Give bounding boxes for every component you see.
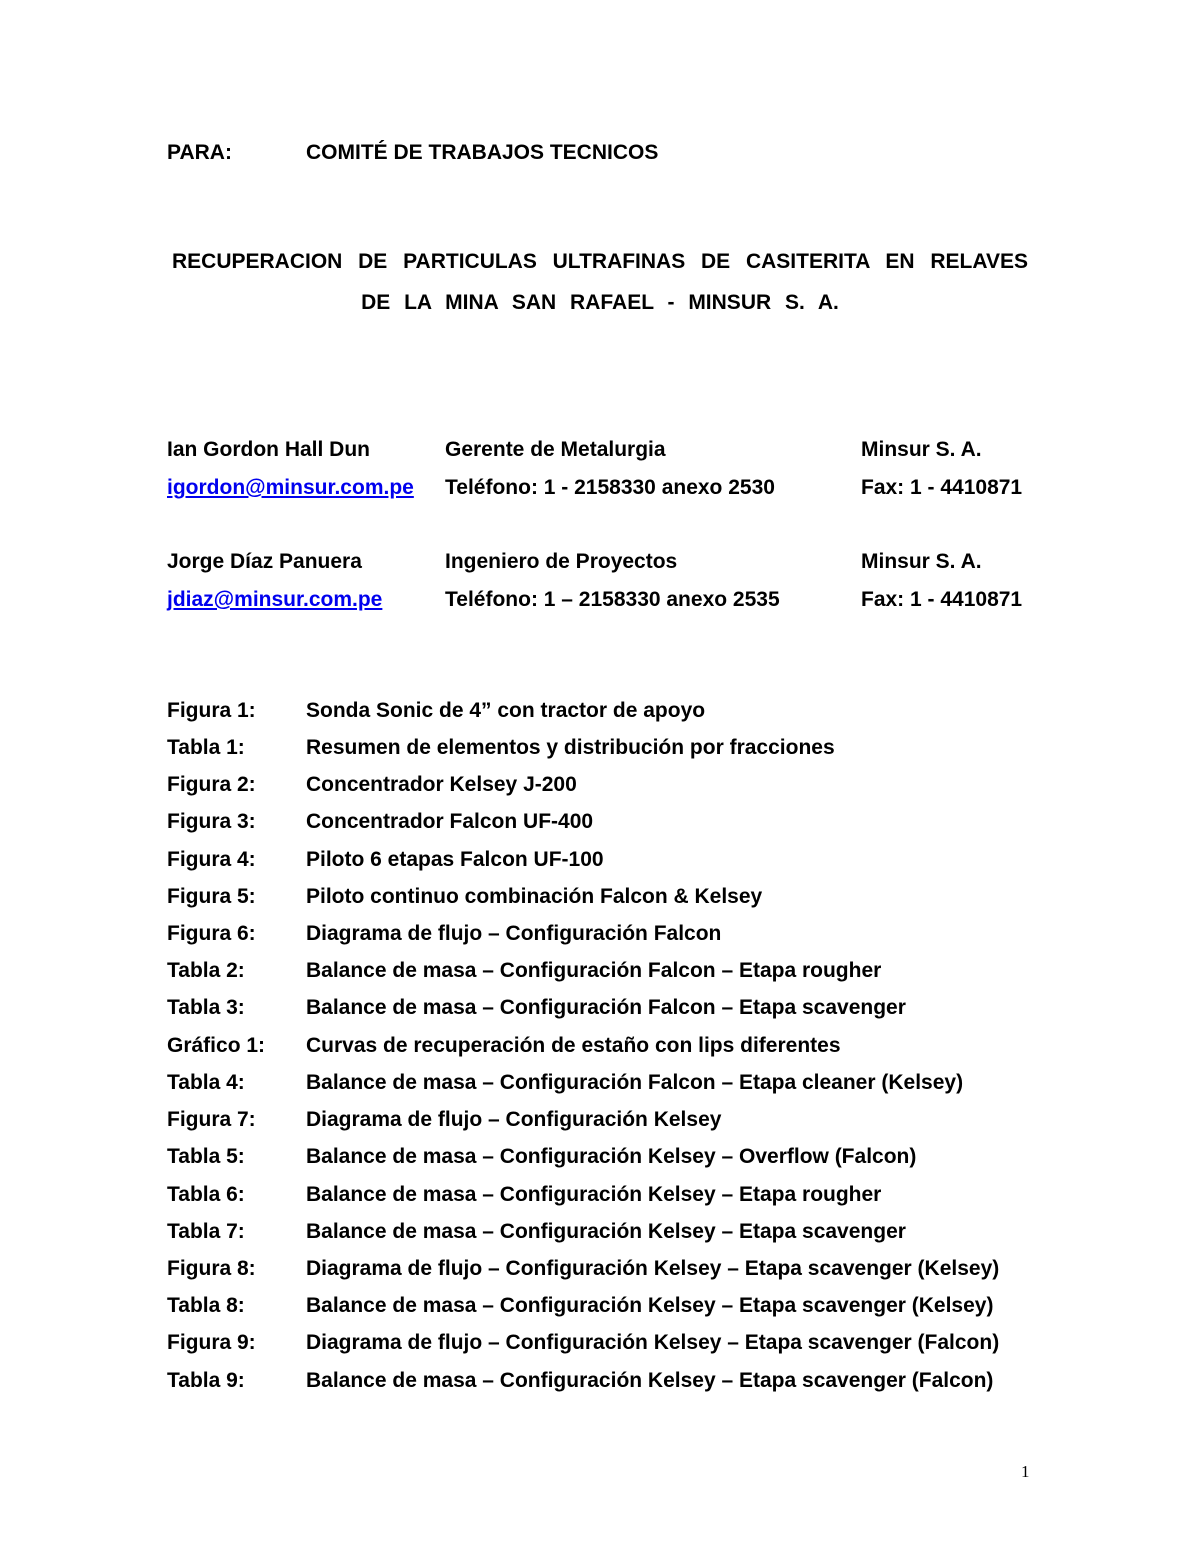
toc-item-text: Balance de masa – Configuración Falcon – Etapa cleaner (Kelsey) bbox=[306, 1071, 964, 1094]
toc-item-label: Tabla 5: bbox=[167, 1145, 245, 1168]
toc-item-text: Balance de masa – Configuración Falcon – Etapa rougher bbox=[306, 959, 882, 982]
document-title bbox=[172, 251, 1028, 313]
toc-item-text: Balance de masa – Configuración Kelsey – Overflow (Falcon) bbox=[306, 1145, 917, 1168]
contact-fax: Fax: 1 - 4410871 bbox=[861, 476, 1023, 499]
toc-item-text: Balance de masa – Configuración Kelsey – Etapa scavenger (Kelsey) bbox=[306, 1294, 994, 1317]
toc-item-text: Piloto 6 etapas Falcon UF-100 bbox=[306, 848, 604, 871]
toc-item-label: Tabla 9: bbox=[167, 1369, 245, 1392]
toc-item-label: Figura 7: bbox=[167, 1108, 256, 1131]
toc-item-text: Balance de masa – Configuración Falcon – Etapa scavenger bbox=[306, 996, 906, 1019]
toc-item-label: Tabla 4: bbox=[167, 1071, 245, 1094]
toc-item-label: Figura 3: bbox=[167, 810, 256, 833]
toc-item-text: Sonda Sonic de 4” con tractor de apoyo bbox=[306, 699, 706, 722]
toc-item-label: Tabla 3: bbox=[167, 996, 245, 1019]
toc-item-label: Figura 8: bbox=[167, 1257, 256, 1280]
contact-fax: Fax: 1 - 4410871 bbox=[861, 588, 1023, 611]
toc-item-text: Balance de masa – Configuración Kelsey – Etapa scavenger bbox=[306, 1220, 906, 1243]
toc-item-text: Diagrama de flujo – Configuración Kelsey – Etapa scavenger (Falcon) bbox=[306, 1331, 1000, 1354]
para-label: PARA: bbox=[167, 141, 232, 164]
page-number: 1 bbox=[1021, 1462, 1030, 1481]
toc-item-text: Concentrador Kelsey J-200 bbox=[306, 773, 577, 796]
toc-item-label: Figura 6: bbox=[167, 922, 256, 945]
toc-item-label: Tabla 1: bbox=[167, 736, 245, 759]
contact-role: Gerente de Metalurgia bbox=[445, 438, 666, 461]
contact-email-link[interactable]: jdiaz@minsur.com.pe bbox=[167, 588, 383, 611]
title-line-1: RECUPERACION DE PARTICULAS ULTRAFINAS DE CASITERITA EN RELAVES bbox=[172, 250, 1028, 273]
toc-item-text: Diagrama de flujo – Configuración Kelsey bbox=[306, 1108, 722, 1131]
contact-name: Ian Gordon Hall Dun bbox=[167, 438, 370, 461]
toc-item-label: Tabla 6: bbox=[167, 1183, 245, 1206]
toc-item-text: Diagrama de flujo – Configuración Kelsey – Etapa scavenger (Kelsey) bbox=[306, 1257, 1000, 1280]
contact-name: Jorge Díaz Panuera bbox=[167, 550, 362, 573]
contact-company: Minsur S. A. bbox=[861, 438, 982, 461]
toc-item-label: Figura 4: bbox=[167, 848, 256, 871]
toc-item-label: Gráfico 1: bbox=[167, 1034, 266, 1057]
toc-item-label: Tabla 2: bbox=[167, 959, 245, 982]
toc-item-label: Figura 1: bbox=[167, 699, 256, 722]
toc-item-label: Tabla 8: bbox=[167, 1294, 245, 1317]
toc-item-text: Resumen de elementos y distribución por fracciones bbox=[306, 736, 835, 759]
toc-item-text: Curvas de recuperación de estaño con lips diferentes bbox=[306, 1034, 841, 1057]
toc-item-label: Figura 2: bbox=[167, 773, 256, 796]
toc-item-text: Balance de masa – Configuración Kelsey – Etapa rougher bbox=[306, 1183, 882, 1206]
contact-email-link[interactable]: igordon@minsur.com.pe bbox=[167, 476, 414, 499]
title-line-2: DE LA MINA SAN RAFAEL - MINSUR S. A. bbox=[361, 291, 839, 314]
toc-item-label: Tabla 7: bbox=[167, 1220, 245, 1243]
contact-phone: Teléfono: 1 - 2158330 anexo 2530 bbox=[445, 476, 775, 499]
contact-role: Ingeniero de Proyectos bbox=[445, 550, 678, 573]
toc-item-label: Figura 9: bbox=[167, 1331, 256, 1354]
para-recipient: COMITÉ DE TRABAJOS TECNICOS bbox=[306, 141, 659, 164]
toc-item-label: Figura 5: bbox=[167, 885, 256, 908]
toc-item-text: Balance de masa – Configuración Kelsey – Etapa scavenger (Falcon) bbox=[306, 1369, 994, 1392]
toc-item-text: Diagrama de flujo – Configuración Falcon bbox=[306, 922, 722, 945]
contact-phone: Teléfono: 1 – 2158330 anexo 2535 bbox=[445, 588, 780, 611]
toc-item-text: Concentrador Falcon UF-400 bbox=[306, 810, 594, 833]
toc-item-text: Piloto continuo combinación Falcon & Kelsey bbox=[306, 885, 763, 908]
contact-company: Minsur S. A. bbox=[861, 550, 982, 573]
